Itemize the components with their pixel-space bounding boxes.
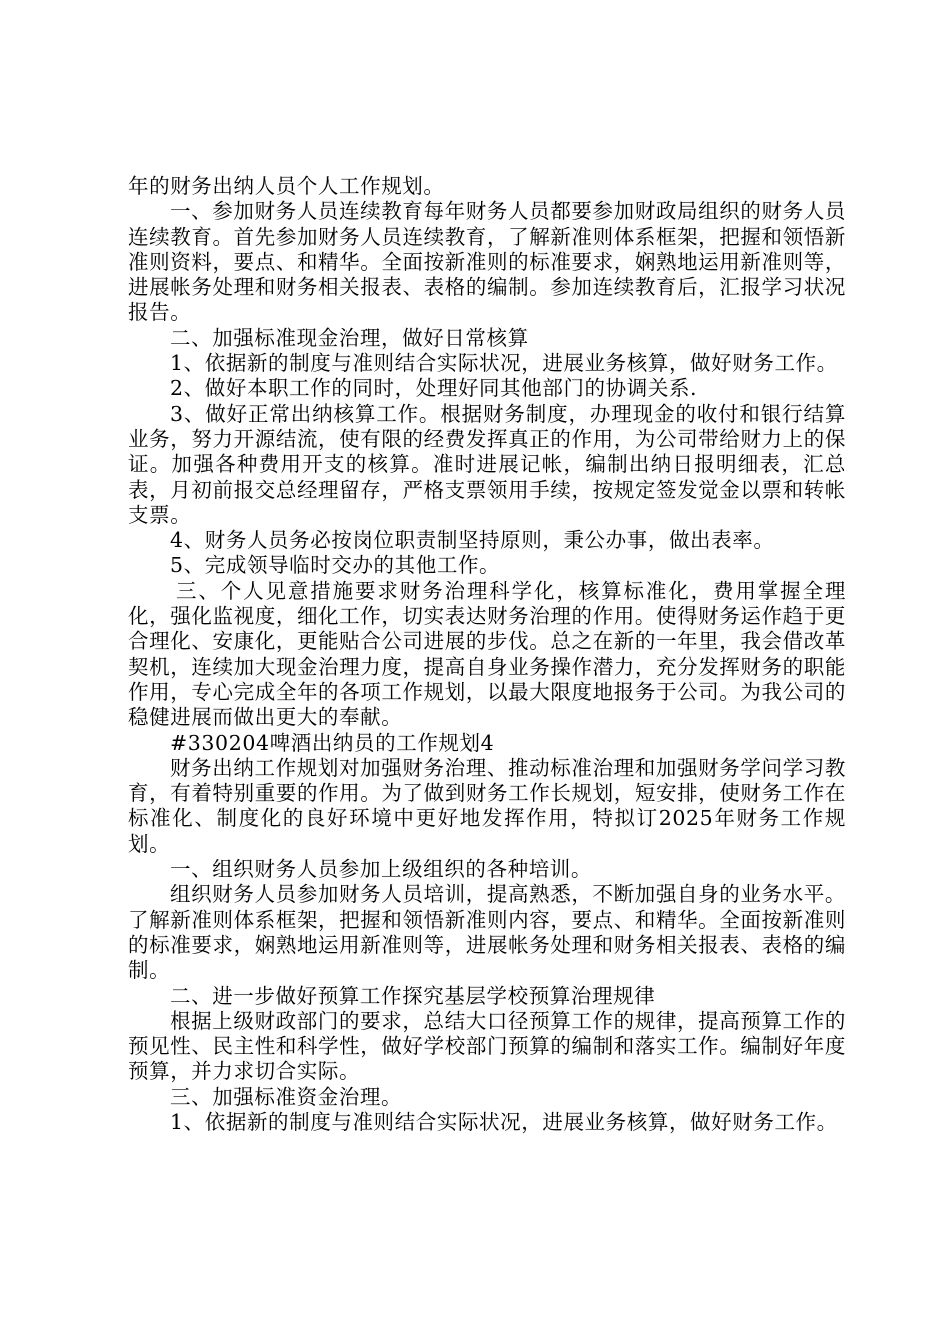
list-item-3: 3、做好正常出纳核算工作。根据财务制度，办理现金的收付和银行结算业务，努力开源结流，使有限的经费发挥真正的作用，为公司带给财力上的保证。加强各种费用开支的核算。准时进展记帐，编制出纳日报明细表，汇总表，月初前报交总经理留存，严格支票领用手续，按规定签发觉金以票和转帐支票。 <box>128 401 846 527</box>
paragraph-personal-suggestions: 三、个人见意措施要求财务治理科学化，核算标准化，费用掌握全理化，强化监视度，细化工作，切实表达财务治理的作用。使得财务运作趋于更合理化、安康化，更能贴合公司进展的步伐。总之在新的一年里，我会借改革契机，连续加大现金治理力度，提高自身业务操作潜力，充分发挥财务的职能作用，专心完成全年的各项工作规划，以最大限度地报务于公司。为我公司的稳健进展而做出更大的奉献。 <box>128 578 846 730</box>
paragraph-intro-tail: 年的财务出纳人员个人工作规划。 <box>128 174 445 198</box>
section-title-plan-4: #330204啤酒出纳员的工作规划4 <box>170 730 495 755</box>
paragraph-plan-intro: 财务出纳工作规划对加强财务治理、推动标准治理和加强财务学问学习教育，有着特别重要的作用。为了做到财务工作长规划，短安排，使财务工作在标准化、制度化的良好环境中更好地发挥作用，特拟订2025年财务工作规划。 <box>128 755 846 856</box>
heading-fund-management: 三、加强标准资金治理。 <box>170 1084 403 1109</box>
paragraph-continuing-education: 一、参加财务人员连续教育每年财务人员都要参加财政局组织的财务人员连续教育。首先参加财务人员连续教育，了解新准则体系框架，把握和领悟新准则资料，要点、和精华。全面按新准则的标准要求，娴熟地运用新准则等，进展帐务处理和财务相关报表、表格的编制。参加连续教育后，汇报学习状况报告。 <box>128 199 846 325</box>
paragraph-budget: 根据上级财政部门的要求，总结大口径预算工作的规律，提高预算工作的预见性、民主性和科学性，做好学校部门预算的编制和落实工作。编制好年度预算，并力求切合实际。 <box>128 1008 846 1084</box>
paragraph-training: 组织财务人员参加财务人员培训，提高熟悉，不断加强自身的业务水平。了解新准则体系框架，把握和领悟新准则内容，要点、和精华。全面按新准则的标准要求，娴熟地运用新准则等，进展帐务处理和财务相关报表、表格的编制。 <box>128 882 846 983</box>
heading-training: 一、组织财务人员参加上级组织的各种培训。 <box>170 857 592 882</box>
list-item-1: 1、依据新的制度与准则结合实际状况，进展业务核算，做好财务工作。 <box>170 351 838 376</box>
list-item-4: 4、财务人员务必按岗位职责制坚持原则，秉公办事，做出表率。 <box>170 528 775 553</box>
heading-cash-management: 二、加强标准现金治理，做好日常核算 <box>170 325 529 350</box>
heading-budget: 二、进一步做好预算工作探究基层学校预算治理规律 <box>170 983 656 1008</box>
list-item-2: 2、做好本职工作的同时，处理好同其他部门的协调关系. <box>170 376 698 401</box>
list-item-fund-1: 1、依据新的制度与准则结合实际状况，进展业务核算，做好财务工作。 <box>170 1109 838 1134</box>
document-body <box>128 174 846 1135</box>
list-item-5: 5、完成领导临时交办的其他工作。 <box>170 553 501 578</box>
